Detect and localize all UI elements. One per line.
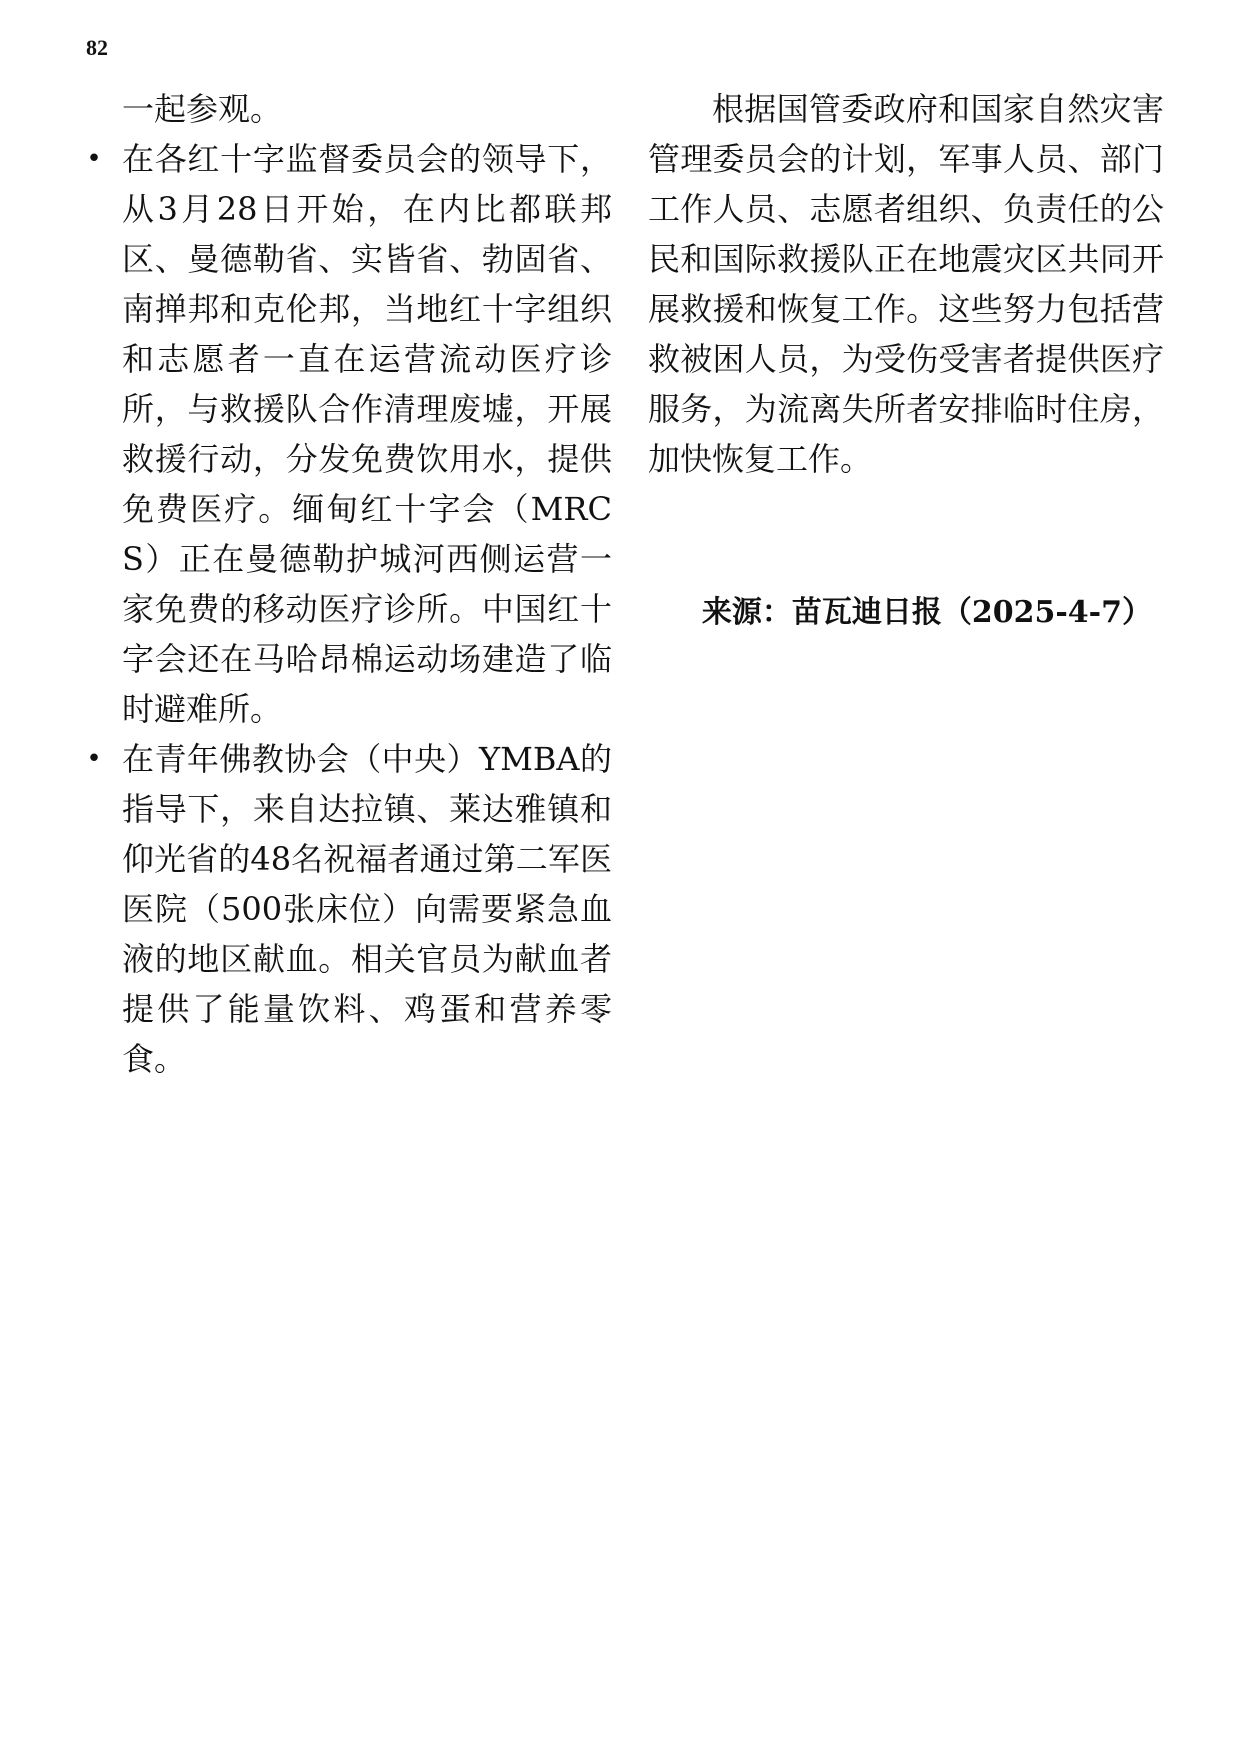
bullet-text: 在各红十字监督委员会的领导下，从3月28日开始，在内比都联邦区、曼德勒省、实皆省、勃固省、南掸邦和克伦邦，当地红十字组织和志愿者一直在运营流动医疗诊所，与救援队合作清理废墟，开展救援行动，分发免费饮用水，提供免费医疗。缅甸红十字会（MRCS）正在曼德勒护城河西侧运营一家免费的移动医疗诊所。中国红十字会还在马哈昂棉运动场建造了临时避难所。 bbox=[122, 140, 612, 728]
page-number: 82 bbox=[86, 35, 108, 60]
continuation-text: 一起参观。 bbox=[122, 90, 283, 128]
bullet-item-red-cross bbox=[86, 134, 612, 734]
rescue-paragraph: 根据国管委政府和国家自然灾害管理委员会的计划，军事人员、部门工作人员、志愿者组织、负责任的公民和国际救援队正在地震灾区共同开展救援和恢复工作。这些努力包括营救被困人员，为受伤受害者提供医疗服务，为流离失所者安排临时住房，加快恢复工作。 bbox=[648, 90, 1164, 478]
bullet-item-blood-donation bbox=[86, 734, 612, 1084]
bullet-list bbox=[86, 134, 612, 1084]
left-column bbox=[86, 84, 612, 1084]
bullet-dot-icon: • bbox=[86, 144, 102, 174]
bullet-dot-icon: • bbox=[86, 744, 102, 774]
bullet-text: 在青年佛教协会（中央）YMBA的指导下，来自达拉镇、莱达雅镇和仰光省的48名祝福者通过第二军医医院（500张床位）向需要紧急血液的地区献血。相关官员为献血者提供了能量饮料、鸡蛋和营养零食。 bbox=[122, 740, 612, 1078]
source-citation: 来源：苗瓦迪日报（2025-4-7） bbox=[701, 595, 1152, 630]
right-column bbox=[648, 84, 1164, 638]
